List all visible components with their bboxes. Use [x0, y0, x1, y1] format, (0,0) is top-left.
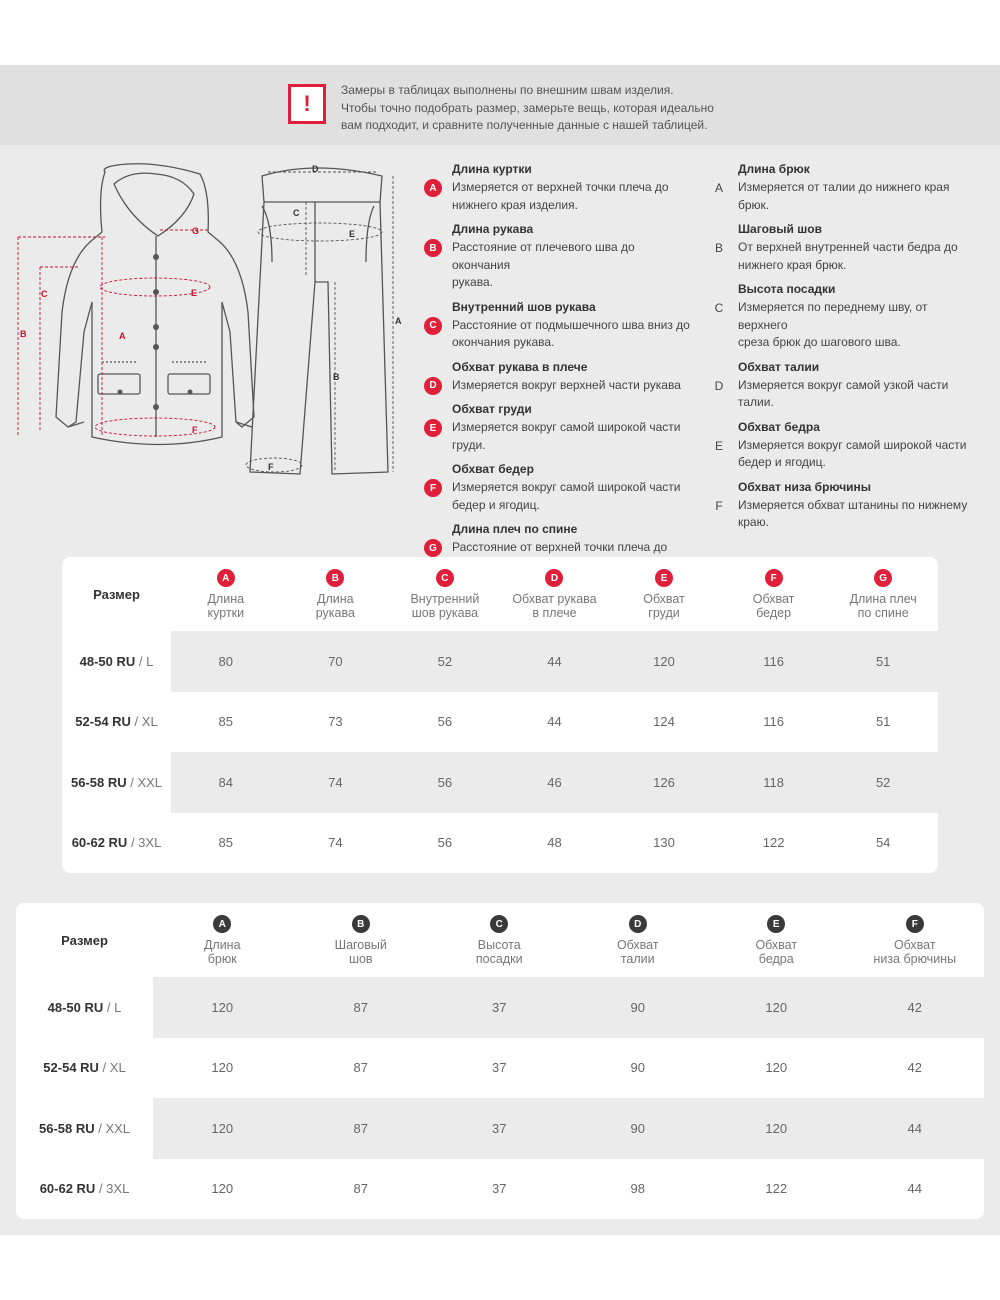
diagram-label-c: C [293, 208, 300, 218]
exclamation-icon: ! [288, 84, 326, 124]
table-row [16, 1159, 984, 1220]
legend-description: нижнего края изделия. [452, 197, 578, 212]
size-ru: 56-58 RU [70, 774, 127, 790]
column-letter-badge: B [326, 569, 344, 587]
value-cell: 118 [719, 752, 829, 813]
size-intl: / XL [130, 714, 158, 730]
column-label: Длина плеч по спине [849, 592, 917, 620]
legend-title: Обхват талии [738, 359, 820, 374]
legend-letter-badge: D [714, 378, 724, 393]
size-intl: / L [103, 999, 122, 1015]
legend-title: Обхват низа брючины [738, 479, 872, 494]
table-row [62, 631, 938, 692]
column-label: Обхват груди [643, 592, 685, 620]
column-header [153, 903, 292, 977]
column-header [390, 557, 500, 631]
diagram-label-c: C [41, 289, 48, 299]
column-letter-badge: B [352, 915, 370, 933]
legend-description: Измеряется вокруг самой широкой части [452, 420, 681, 434]
legend-description: нижнего края брюк. [738, 257, 847, 272]
legend-letter-badge: D [424, 377, 442, 395]
jacket-measure-lines [18, 230, 215, 437]
diagram-label-a: A [395, 316, 402, 326]
value-cell: 56 [437, 714, 453, 730]
column-letter-badge: D [629, 915, 647, 933]
column-header [828, 557, 938, 631]
notice-line: вам подходит, и сравните полученные данные с нашей таблицей. [341, 118, 708, 132]
value-cell: 130 [653, 835, 675, 851]
value-cell: 120 [153, 977, 292, 1038]
value-cell: 120 [707, 977, 846, 1038]
size-cell [16, 1098, 153, 1159]
value-cell: 84 [171, 752, 281, 813]
value-cell: 52 [828, 752, 938, 813]
legend-item [710, 358, 980, 412]
value-cell: 116 [763, 714, 784, 730]
column-label: Обхват бедер [752, 592, 795, 620]
legend-letter-badge: A [424, 179, 442, 197]
column-label: Внутренний шов рукава [410, 592, 480, 620]
legend-item [424, 358, 694, 395]
table-row [62, 752, 938, 813]
notice-text [341, 82, 761, 135]
value-cell: 80 [171, 631, 281, 692]
garment-diagram [10, 152, 410, 482]
value-cell: 87 [292, 1098, 431, 1159]
value-cell: 51 [875, 714, 891, 730]
legend-item [424, 298, 694, 352]
value-cell: 120 [765, 1060, 788, 1076]
diagram-label-b: B [333, 372, 340, 382]
legend-title: Длина рукава [452, 222, 534, 236]
legend-description: Расстояние от верхней точки плеча до [452, 540, 668, 554]
pants-measure-lines [246, 172, 393, 472]
value-cell: 85 [218, 714, 234, 730]
value-cell: 98 [630, 1181, 645, 1197]
jacket-buttons [118, 254, 193, 410]
legend-item [424, 460, 694, 514]
size-ru: 56-58 RU [38, 1120, 95, 1136]
legend-title: Длина плеч по спине [452, 522, 578, 536]
diagram-label-f: F [192, 425, 198, 435]
legend-title: Шаговый шов [738, 222, 822, 236]
legend-letter-badge: C [714, 301, 724, 315]
size-cell [62, 752, 171, 813]
size-intl: / 3XL [95, 1181, 130, 1197]
value-cell: 124 [653, 714, 675, 730]
value-cell: 56 [437, 835, 453, 851]
value-cell: 120 [153, 1098, 292, 1159]
column-header [609, 557, 719, 631]
legend-item [710, 418, 980, 472]
legend-description: краю. [738, 515, 769, 529]
legend-description: Измеряется вокруг самой узкой части [738, 377, 949, 392]
legend-letter-badge: A [714, 181, 723, 195]
column-label: Шаговый шов [334, 938, 387, 966]
legend-letter-badge: F [715, 498, 723, 513]
column-letter-badge: A [217, 569, 235, 587]
column-header [846, 903, 985, 977]
jacket-size-table [62, 557, 938, 873]
legend-item [710, 220, 980, 274]
legend-item [424, 220, 694, 292]
value-cell: 120 [211, 1181, 234, 1197]
value-cell: 120 [609, 631, 719, 692]
legend-description: рукава. [452, 275, 493, 289]
table-header-row [62, 557, 938, 631]
jacket-legend [424, 160, 694, 580]
legend-letter-badge: E [424, 419, 442, 437]
column-letter-badge: G [874, 569, 892, 587]
jacket-illustration [56, 164, 254, 445]
legend-item [424, 160, 694, 214]
column-label: Обхват талии [616, 938, 659, 966]
diagram-label-d: D [312, 164, 319, 174]
size-cell [62, 631, 171, 692]
legend-description: Измеряется от талии до нижнего края [738, 180, 950, 194]
value-cell: 90 [569, 977, 708, 1038]
table-row [16, 977, 984, 1038]
legend-title: Длина брюк [738, 162, 810, 176]
legend-description: окончания рукава. [452, 335, 555, 349]
legend-description: талии. [738, 395, 774, 409]
size-cell [62, 813, 171, 874]
value-cell: 116 [719, 631, 829, 692]
column-label: Высота посадки [475, 938, 523, 966]
value-cell: 122 [762, 835, 785, 851]
size-column-header: Размер [93, 586, 140, 602]
value-cell: 70 [281, 631, 391, 692]
value-cell: 87 [353, 1060, 368, 1076]
column-header [569, 903, 708, 977]
column-header [171, 557, 281, 631]
legend-letter-badge: B [424, 239, 442, 257]
value-cell: 44 [846, 1098, 985, 1159]
legend-item [710, 280, 980, 352]
value-cell: 46 [500, 752, 610, 813]
legend-description: бедер и ягодиц. [452, 497, 540, 512]
value-cell: 44 [907, 1181, 922, 1197]
value-cell: 44 [547, 714, 562, 730]
column-header [719, 557, 829, 631]
value-cell: 37 [492, 1181, 507, 1197]
legend-description: Расстояние от плечевого шва до окончания [452, 240, 635, 272]
value-cell: 51 [828, 631, 938, 692]
size-intl: / 3XL [127, 835, 162, 851]
diagram-label-g: G [192, 226, 200, 236]
legend-description: брюк. [738, 197, 770, 212]
value-cell: 122 [765, 1181, 788, 1197]
size-ru: 48-50 RU [47, 999, 104, 1015]
size-intl: / L [135, 653, 154, 669]
column-letter-badge: F [765, 569, 783, 587]
table-row [62, 813, 938, 874]
legend-item [424, 400, 694, 454]
legend-title: Внутренний шов рукава [452, 299, 596, 314]
size-ru: 52-54 RU [75, 714, 131, 730]
value-cell: 120 [707, 1098, 846, 1159]
value-cell: 37 [430, 977, 569, 1038]
legend-title: Высота посадки [738, 282, 836, 296]
size-cell [62, 692, 171, 753]
value-cell: 44 [500, 631, 610, 692]
pants-size-table [16, 903, 984, 1219]
legend-title: Обхват бедер [452, 462, 534, 476]
legend-title: Обхват рукава в плече [452, 359, 588, 374]
size-column-header: Размер [61, 932, 108, 948]
legend-description: Измеряется вокруг самой широкой части [452, 480, 681, 494]
column-label: Обхват бедра [755, 938, 798, 966]
size-ru: 48-50 RU [79, 653, 136, 669]
value-cell: 54 [875, 835, 891, 851]
column-header [281, 557, 391, 631]
column-label: Обхват низа брючины [873, 938, 957, 966]
notice-line: Замеры в таблицах выполнены по внешним швам изделия. [341, 83, 674, 97]
value-cell: 73 [328, 714, 343, 730]
value-cell: 42 [846, 977, 985, 1038]
column-letter-badge: E [655, 569, 673, 587]
diagram-label-e: E [191, 288, 198, 298]
diagram-label-f: F [268, 462, 274, 472]
size-intl: / XL [98, 1060, 126, 1076]
value-cell: 90 [630, 1060, 645, 1076]
column-label: Длина куртки [207, 592, 245, 620]
legend-title: Обхват бедра [738, 419, 820, 434]
legend-item [710, 160, 980, 214]
value-cell: 48 [547, 835, 562, 851]
value-cell: 74 [328, 835, 343, 851]
value-cell: 90 [569, 1098, 708, 1159]
legend-description: среза брюк до шагового шва. [738, 335, 901, 349]
value-cell: 56 [390, 752, 500, 813]
legend-title: Длина куртки [452, 162, 532, 176]
column-label: Длина рукава [315, 592, 355, 620]
column-header [430, 903, 569, 977]
size-ru: 52-54 RU [43, 1060, 99, 1076]
column-letter-badge: C [490, 915, 508, 933]
legend-letter-badge: B [714, 241, 723, 255]
diagram-label-e: E [349, 229, 356, 239]
size-cell [16, 977, 153, 1038]
pants-legend [710, 160, 980, 538]
legend-letter-badge: G [424, 539, 442, 557]
legend-letter-badge: F [424, 479, 442, 497]
column-letter-badge: C [436, 569, 454, 587]
value-cell: 87 [353, 1181, 368, 1197]
column-letter-badge: A [213, 915, 231, 933]
size-intl: / XXL [94, 1120, 131, 1136]
legend-description: Измеряется вокруг верхней части рукава [452, 377, 681, 392]
table-row [16, 1038, 984, 1099]
legend-description: Измеряется вокруг самой широкой части [738, 437, 967, 452]
column-header [292, 903, 431, 977]
column-letter-badge: E [767, 915, 785, 933]
legend-description: Измеряется по переднему шву, от верхнего [738, 300, 928, 332]
notice-line: Чтобы точно подобрать размер, замерьте вещь, которая идеально [341, 100, 714, 115]
value-cell: 85 [218, 835, 234, 851]
table-row [16, 1098, 984, 1159]
diagram-label-a: A [119, 331, 126, 341]
legend-description: От верхней внутренней части бедра до [738, 240, 958, 254]
diagram-label-b: B [20, 329, 27, 339]
column-label: Длина брюк [203, 938, 241, 966]
legend-description: бедер и ягодиц. [738, 455, 826, 469]
size-cell [16, 1159, 153, 1220]
size-cell [16, 1038, 153, 1099]
legend-item [710, 478, 980, 532]
value-cell: 120 [211, 1060, 234, 1076]
column-letter-badge: D [545, 569, 563, 587]
value-cell: 87 [292, 977, 431, 1038]
column-letter-badge: F [906, 915, 924, 933]
table-row [62, 692, 938, 753]
table-header-row [16, 903, 984, 977]
legend-letter-badge: E [714, 438, 723, 453]
value-cell: 37 [492, 1060, 507, 1076]
column-label: Обхват рукава в плече [512, 592, 597, 620]
value-cell: 42 [907, 1060, 922, 1076]
legend-description: груди. [452, 437, 486, 452]
value-cell: 52 [390, 631, 500, 692]
legend-letter-badge: C [424, 317, 442, 335]
value-cell: 126 [609, 752, 719, 813]
value-cell: 74 [281, 752, 391, 813]
size-intl: / XXL [126, 774, 163, 790]
legend-title: Обхват груди [452, 402, 532, 416]
size-ru: 60-62 RU [39, 1181, 96, 1197]
pants-illustration [250, 168, 388, 474]
jacket-labels [20, 226, 199, 435]
size-ru: 60-62 RU [71, 835, 128, 851]
legend-description: Измеряется от верхней точки плеча до [452, 180, 669, 194]
value-cell: 37 [430, 1098, 569, 1159]
legend-description: Измеряется обхват штанины по нижнему [738, 497, 968, 512]
column-header [707, 903, 846, 977]
legend-description: Расстояние от подмышечного шва вниз до [452, 317, 690, 332]
column-header [500, 557, 610, 631]
